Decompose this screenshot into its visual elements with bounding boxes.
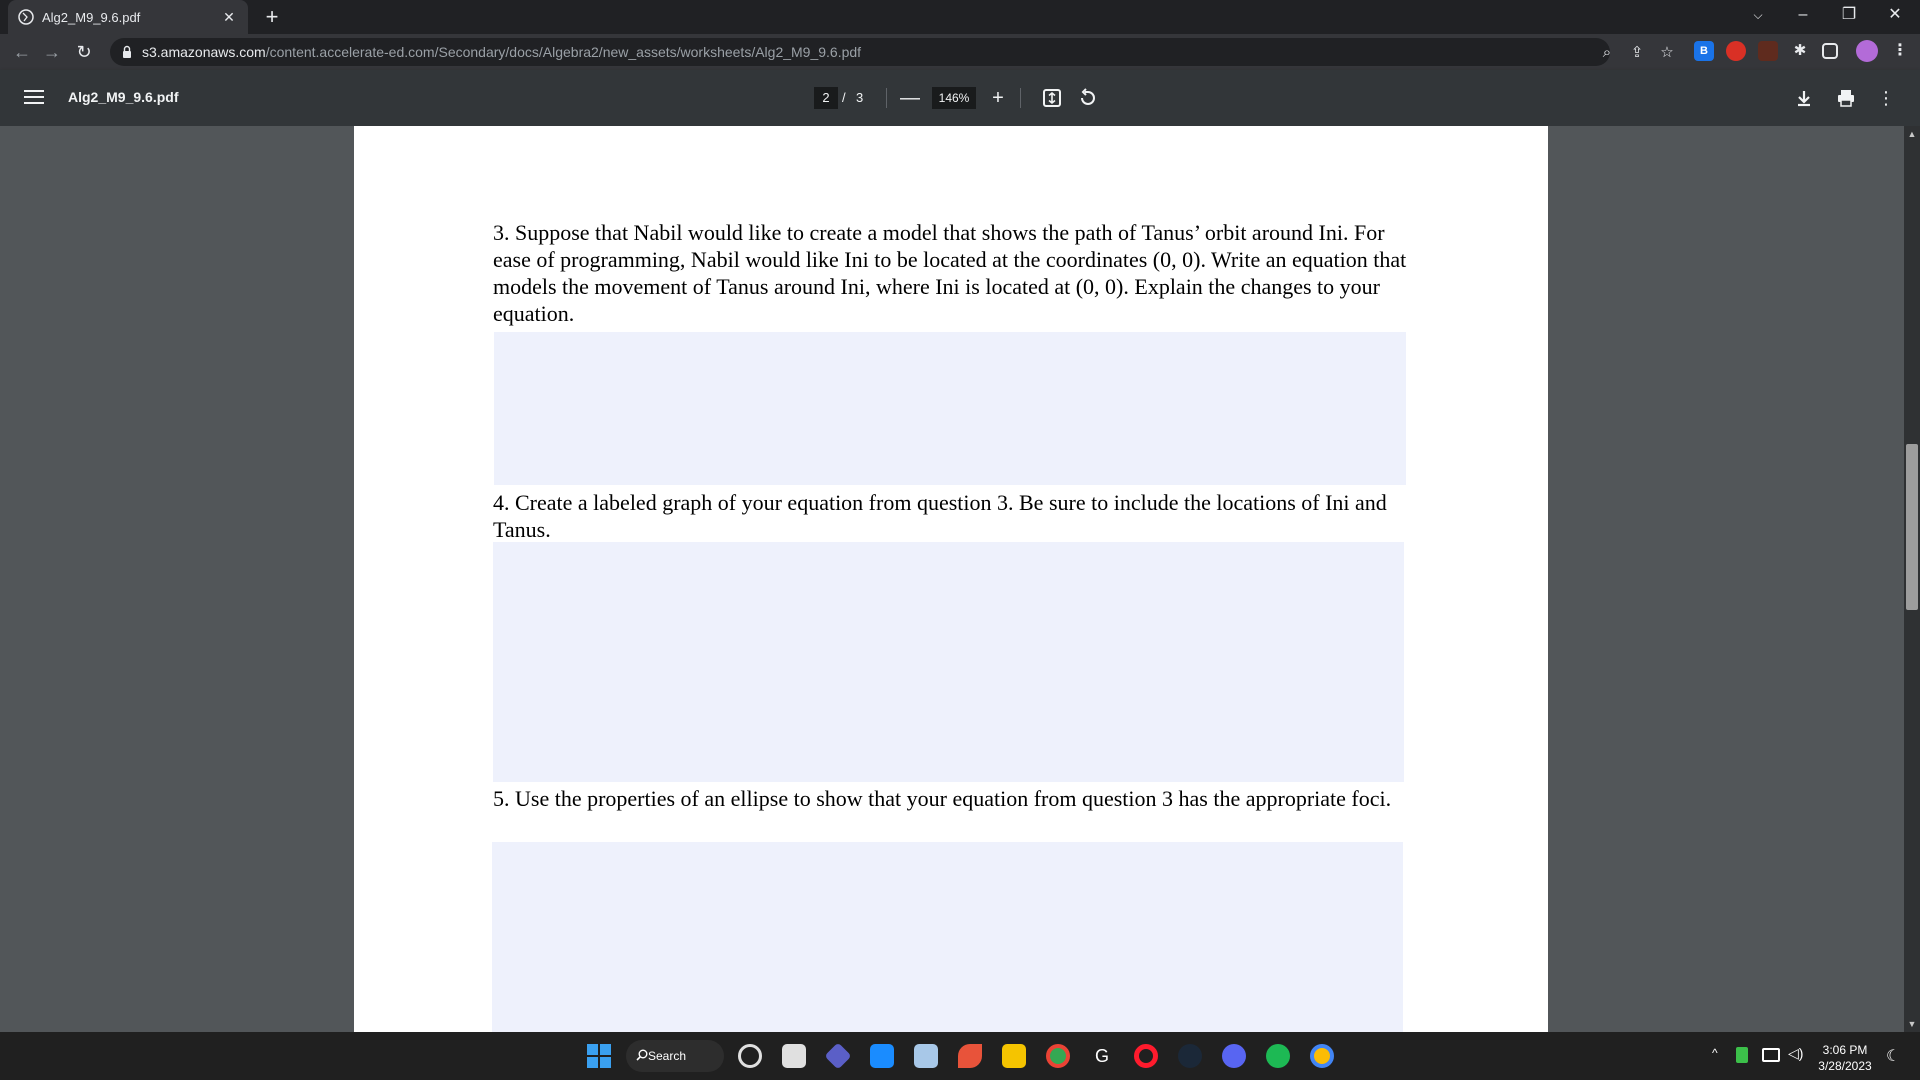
extension-red-icon[interactable] xyxy=(1758,41,1778,61)
zoom-level-input[interactable]: 146% xyxy=(932,87,976,109)
question-3-text: 3. Suppose that Nabil would like to create a model that shows the path of Tanus’ orbit around Ini. For ease of programming, Nabil would like Ini to be located at the coordinates (0, 0). Write an equation that models the movement of Tanus around Ini, where Ini is located at (0, 0). Explain the changes to your equation. xyxy=(493,220,1407,326)
pdf-viewer[interactable] xyxy=(0,126,1904,1032)
zoom-in-button[interactable]: + xyxy=(992,87,1004,109)
share-icon[interactable]: ⇪ xyxy=(1630,44,1644,61)
side-panel-icon[interactable] xyxy=(1822,43,1838,59)
bookmark-star-icon[interactable]: ☆ xyxy=(1660,44,1674,61)
document-title: Alg2_M9_9.6.pdf xyxy=(68,89,179,105)
chrome-active-icon[interactable] xyxy=(1310,1044,1334,1068)
remote-desktop-icon[interactable] xyxy=(914,1044,938,1068)
mail-icon[interactable] xyxy=(870,1044,894,1068)
page-total: 3 xyxy=(856,90,864,105)
spotify-icon[interactable] xyxy=(1266,1044,1290,1068)
taskbar-search[interactable] xyxy=(626,1040,724,1072)
chrome-icon[interactable] xyxy=(1046,1044,1070,1068)
file-explorer-icon[interactable] xyxy=(1002,1044,1026,1068)
tray-overflow-icon[interactable]: ^ xyxy=(1712,1046,1718,1060)
system-clock[interactable] xyxy=(1812,1042,1878,1074)
notification-icon[interactable]: ☾ xyxy=(1886,1048,1901,1065)
browser-tab[interactable] xyxy=(8,0,248,34)
address-bar[interactable] xyxy=(110,38,1674,66)
question-4-text: 4. Create a labeled graph of your equation from question 3. Be sure to include the locations of Ini and Tanus. xyxy=(493,490,1387,542)
extensions-puzzle-icon[interactable]: ✱ xyxy=(1793,42,1807,59)
page-number-input[interactable]: 2 xyxy=(814,87,838,109)
url-text xyxy=(142,44,861,60)
reload-icon[interactable]: ↻ xyxy=(76,42,92,62)
tab-close-icon[interactable]: ✕ xyxy=(223,8,235,25)
search-label: Search xyxy=(648,1049,687,1063)
battery-lock-icon[interactable] xyxy=(1736,1047,1748,1063)
pdf-page xyxy=(354,126,1548,1032)
close-window-icon[interactable]: ✕ xyxy=(1888,6,1902,23)
more-actions-icon[interactable]: ⋮ xyxy=(1877,88,1895,108)
opera-icon[interactable] xyxy=(1134,1044,1158,1068)
zoom-magnifier-icon[interactable]: ⌕ xyxy=(1602,44,1612,61)
search-icon xyxy=(636,1049,648,1061)
scroll-down-icon[interactable]: ▼ xyxy=(1907,1019,1917,1029)
answer-box-question-4[interactable] xyxy=(493,542,1404,782)
url-path: /content.accelerate-ed.com/Secondary/docs/Algebra2/new_assets/worksheets/Alg2_M9_9.6.pdf xyxy=(265,44,862,60)
tab-title: Alg2_M9_9.6.pdf xyxy=(42,9,141,25)
question-5-text: 5. Use the properties of an ellipse to show that your equation from question 3 has the appropriate foci. xyxy=(493,786,1392,811)
forward-icon[interactable]: → xyxy=(43,42,61,62)
browser-toolbar xyxy=(0,34,1920,70)
zoom-out-button[interactable]: — xyxy=(900,87,920,109)
globe-icon xyxy=(18,9,34,25)
extension-stop-icon[interactable] xyxy=(1726,41,1746,61)
download-icon[interactable] xyxy=(1792,86,1816,110)
divider xyxy=(886,88,887,108)
url-host: s3.amazonaws.com xyxy=(142,44,266,60)
pdf-toolbar xyxy=(0,70,1920,126)
steam-icon[interactable] xyxy=(1178,1044,1202,1068)
page-separator: / xyxy=(842,90,846,105)
back-icon[interactable]: ← xyxy=(13,42,31,62)
steelseries-icon[interactable] xyxy=(738,1044,762,1068)
rotate-icon[interactable] xyxy=(1076,86,1100,110)
restore-icon[interactable]: ❐ xyxy=(1841,6,1857,23)
answer-box-question-5[interactable] xyxy=(492,842,1403,1032)
extension-b-icon[interactable]: B xyxy=(1694,41,1714,61)
lock-icon xyxy=(120,45,134,59)
chrome-menu-icon[interactable]: ⋮ xyxy=(1892,42,1908,59)
store-icon[interactable] xyxy=(782,1044,806,1068)
clock-time: 3:06 PM xyxy=(1822,1043,1868,1057)
new-tab-button[interactable]: + xyxy=(265,4,279,29)
print-icon[interactable] xyxy=(1834,86,1858,110)
clock-date: 3/28/2023 xyxy=(1818,1059,1872,1073)
minimize-icon[interactable]: – xyxy=(1798,6,1808,23)
scroll-up-icon[interactable]: ▲ xyxy=(1907,129,1917,139)
volume-icon[interactable]: ◁) xyxy=(1788,1045,1804,1061)
scrollbar-thumb[interactable] xyxy=(1906,444,1918,610)
divider xyxy=(1020,88,1021,108)
tab-search-icon[interactable]: ⌵ xyxy=(1753,8,1763,22)
profile-avatar[interactable] xyxy=(1856,40,1878,62)
tab-strip xyxy=(0,0,1920,34)
hamburger-menu-icon[interactable] xyxy=(24,86,44,110)
windows-taskbar xyxy=(0,1032,1920,1080)
network-icon[interactable] xyxy=(1762,1048,1780,1062)
discord-icon[interactable] xyxy=(1222,1044,1246,1068)
ccleaner-icon[interactable] xyxy=(958,1044,982,1068)
app-diamond-icon[interactable] xyxy=(824,1042,851,1069)
answer-box-question-3[interactable] xyxy=(494,332,1406,485)
app-g-icon[interactable]: G xyxy=(1094,1046,1109,1066)
fit-to-page-icon[interactable] xyxy=(1040,86,1064,110)
windows-start-icon[interactable] xyxy=(587,1044,611,1068)
